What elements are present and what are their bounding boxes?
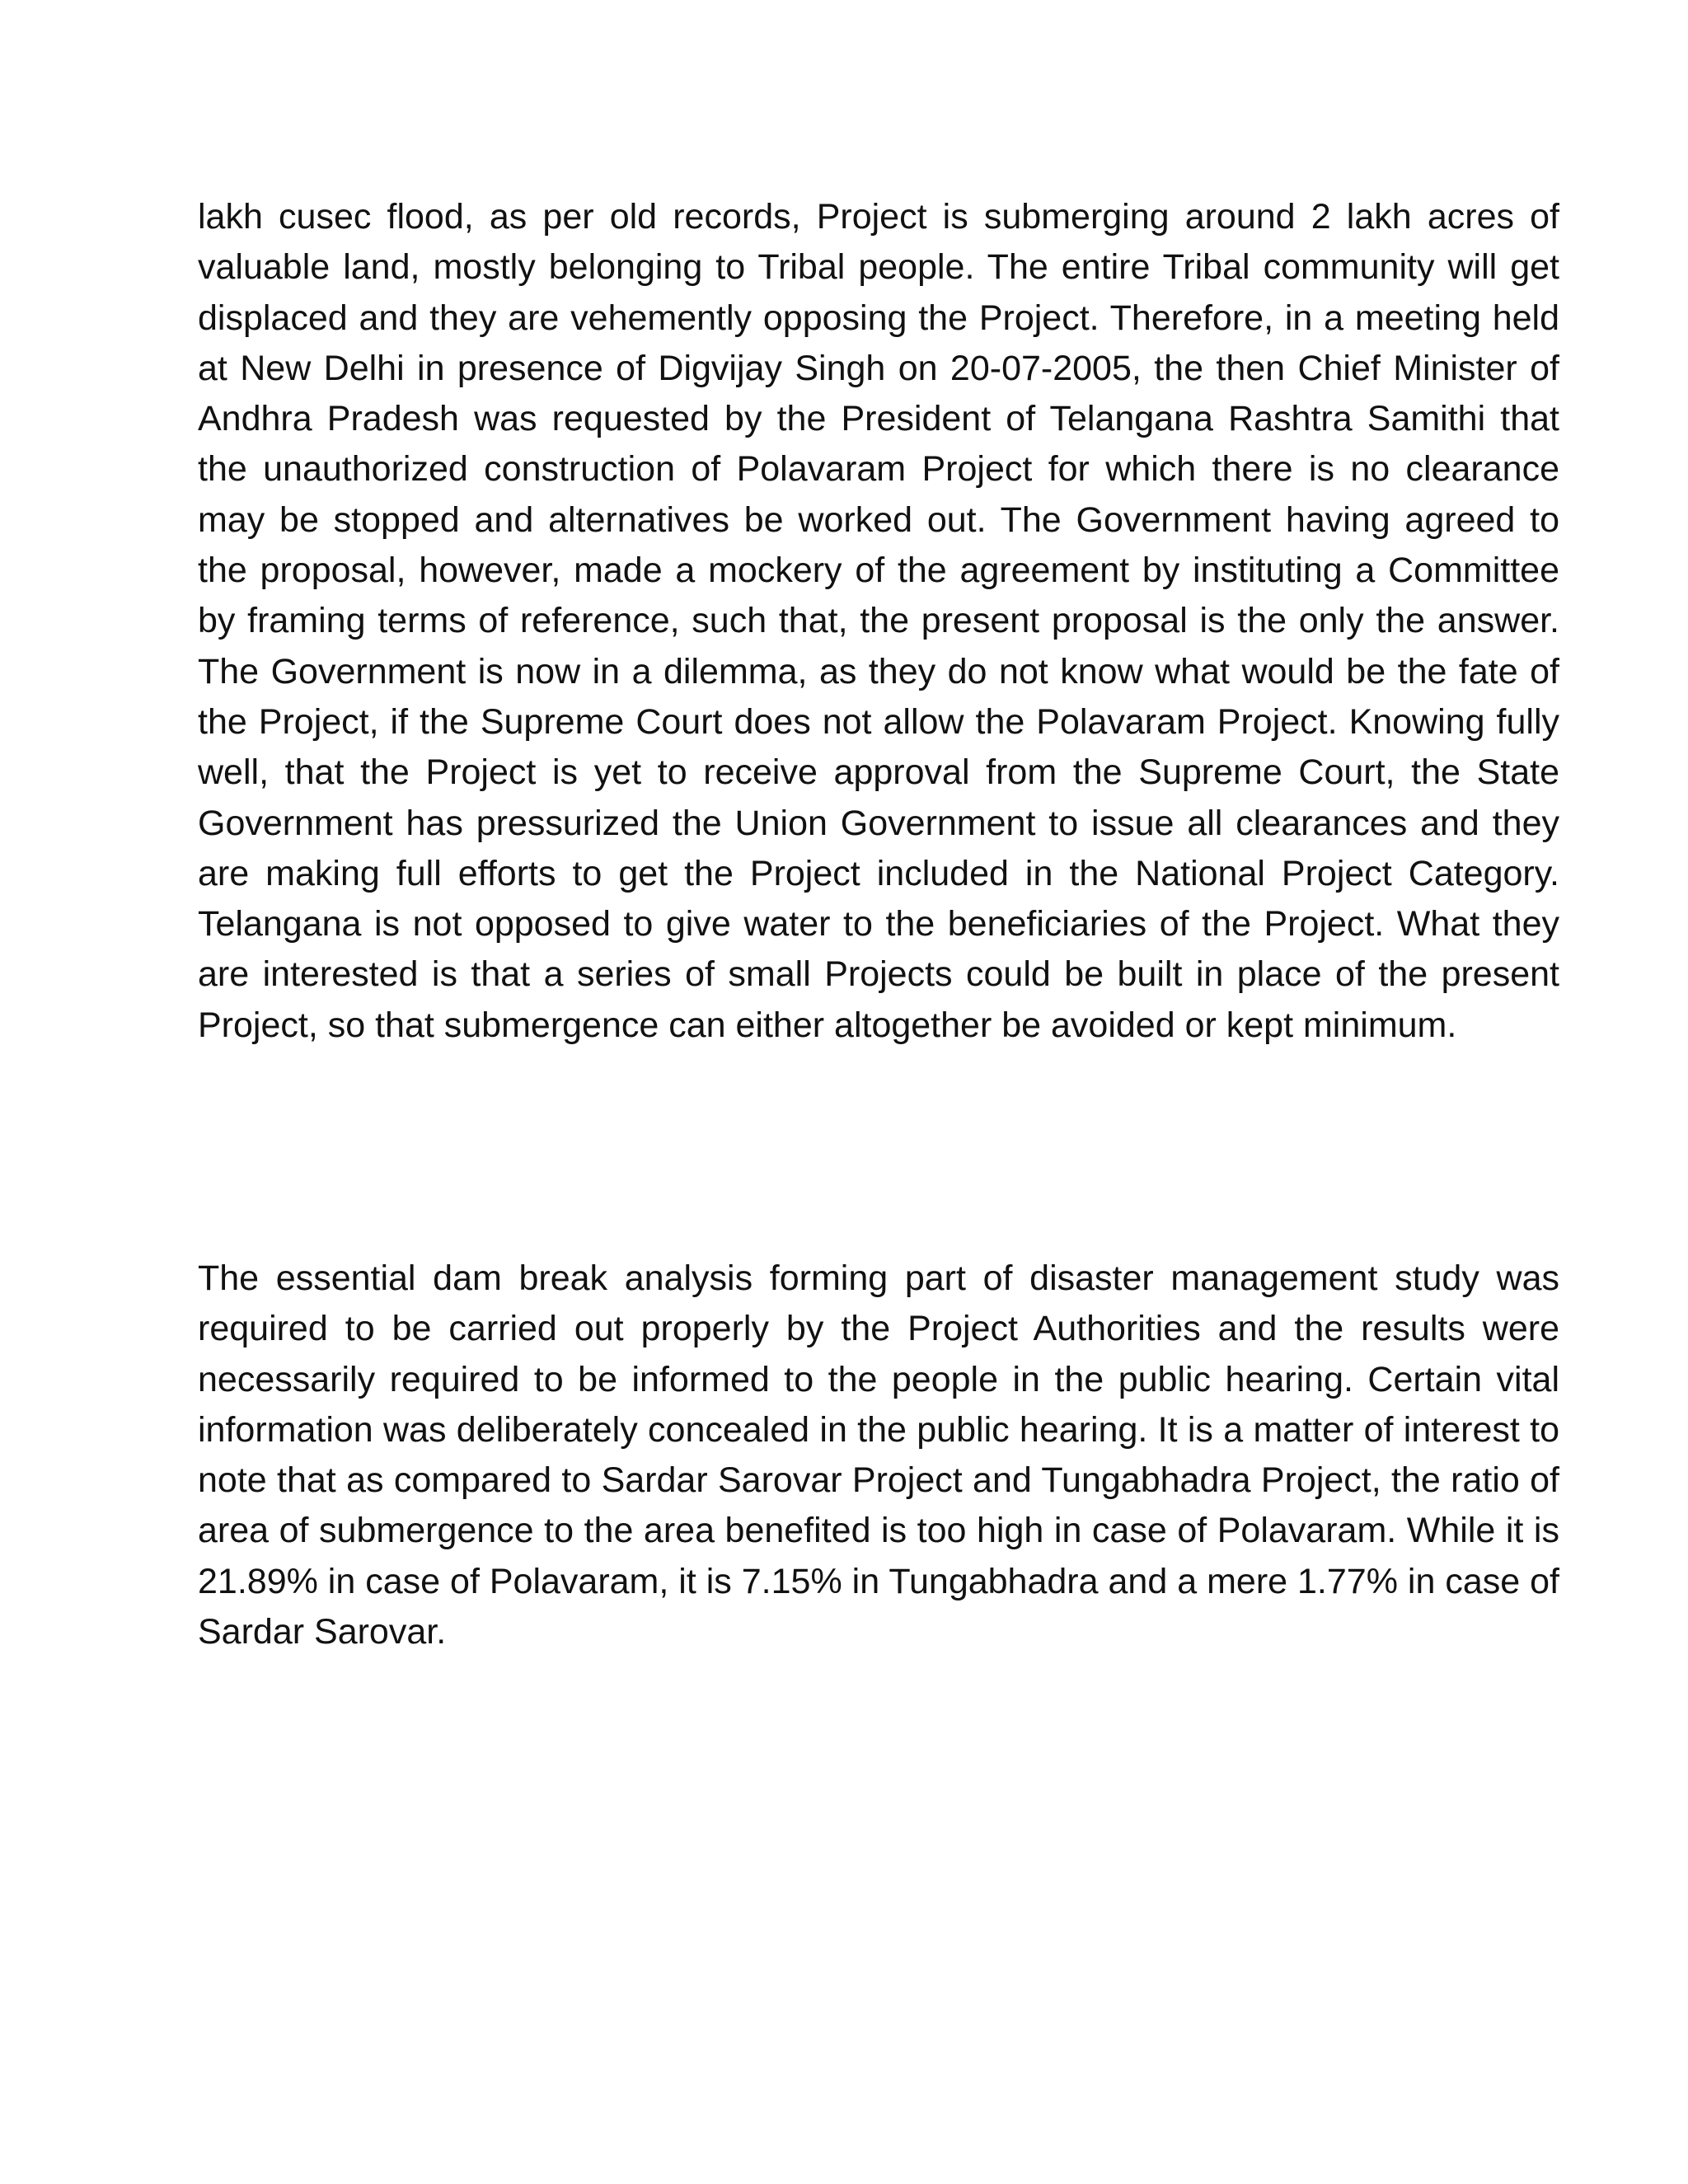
body-paragraph-1: lakh cusec flood, as per old records, Project is submerging around 2 lakh acres of valuable land, mostly belonging to Tribal people. The entire Tribal community will get displaced and they are vehemently opposing the Project. Therefore, in a meeting held at New Delhi in presence of Digvijay Singh on 20-07-2005, the then Chief Minister of Andhra Pradesh was requested by the President of Telangana Rashtra Samithi that the unauthorized construction of Polavaram Project for which there is no clearance may be stopped and alternatives be worked out. The Government having agreed to the proposal, however, made a mockery of the agreement by instituting a Committee by framing terms of reference, such that, the present proposal is the only the answer. The Government is now in a dilemma, as they do not know what would be the fate of the Project, if the Supreme Court does not allow the Polavaram Project. Knowing fully well, that the Project is yet to receive approval from the Supreme Court, the State Government has pressurized the Union Government to issue all clearances and they are making full efforts to get the Project included in the National Project Category. Telangana is not opposed to give water to the beneficiaries of the Project. What they are interested is that a series of small Projects could be built in place of the present Project, so that submergence can either altogether be avoided or kept minimum. [198, 197, 1559, 1045]
body-paragraph-2: The essential dam break analysis forming part of disaster management study was required to be carried out properly by the Project Authorities and the results were necessarily required to be informed to the people in the public hearing. Certain vital information was deliberately concealed in the public hearing. It is a matter of interest to note that as compared to Sardar Sarovar Project and Tungabhadra Project, the ratio of area of submergence to the area benefited is too high in case of Polavaram. While it is 21.89% in case of Polavaram, it is 7.15% in Tungabhadra and a mere 1.77% in case of Sardar Sarovar. [198, 1258, 1559, 1652]
